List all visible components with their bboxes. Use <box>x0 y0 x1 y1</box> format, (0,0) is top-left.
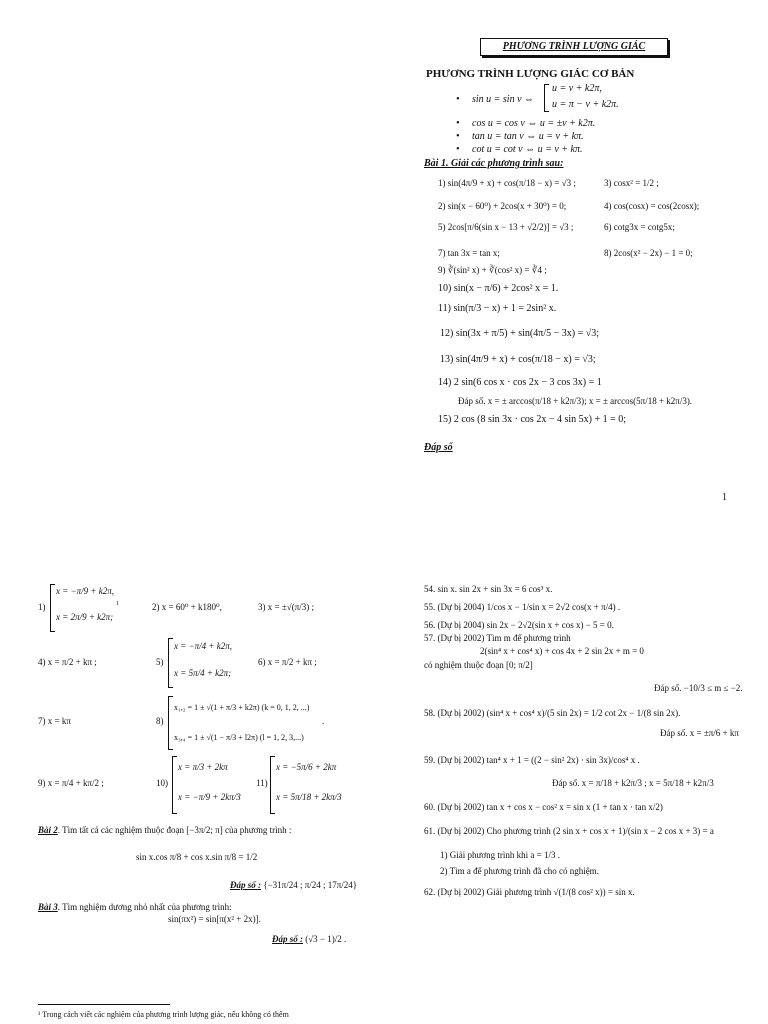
problem-56: 56. (Dự bị 2004) sin 2x − 2√2(sin x + cos x) − 5 = 0. <box>424 620 614 630</box>
problem-8: 8) 2cos(x² − 2x) − 1 = 0; <box>604 248 693 258</box>
bai2-answer-label: Đáp số : <box>230 880 261 890</box>
problem-61: 61. (Dự bị 2002) Cho phương trình (2 sin x + cos x + 1)/(sin x − 2 cos x + 3) = a <box>424 826 714 836</box>
bai1-heading-text: Bài 1. Giải các phương trình sau: <box>424 158 564 169</box>
answer-1-case1: x = −π/9 + k2π, <box>56 586 114 596</box>
answer-4: 4) x = π/2 + kπ ; <box>38 657 97 667</box>
page-number: 1 <box>722 492 727 503</box>
answer-5-brace <box>168 638 173 688</box>
problem-60: 60. (Dự bị 2002) tan x + cos x − cos² x = sin x (1 + tan x · tan x/2) <box>424 802 663 812</box>
answer-10-brace <box>172 756 177 814</box>
formula-tan: • tan u = tan v ⇔ u = v + kπ. <box>472 131 584 142</box>
problem-57-equation: 2(sin⁴ x + cos⁴ x) + cos 4x + 2 sin 2x + m = 0 <box>480 646 644 656</box>
footnote-mark: 1 <box>116 601 119 607</box>
problem-7: 7) tan 3x = tan x; <box>438 248 500 258</box>
bai3-equation: sin(πx²) = sin[π(x² + 2x)]. <box>168 914 261 924</box>
problem-3: 3) cosx² = 1/2 ; <box>604 178 659 188</box>
problem-57-condition: có nghiệm thuộc đoạn [0; π/2] <box>424 660 533 670</box>
answer-2: 2) x = 60⁰ + k180⁰, <box>152 602 222 612</box>
problem-2: 2) sin(x − 60⁰) + 2cos(x + 30⁰) = 0; <box>438 201 567 211</box>
answer-6: 6) x = π/2 + kπ ; <box>258 657 317 667</box>
answer-8-brace <box>168 696 173 750</box>
answer-1-brace <box>50 584 55 632</box>
chapter-header-box: PHƯƠNG TRÌNH LƯỢNG GIÁC <box>480 38 668 56</box>
answer-5-case2: x = 5π/4 + k2π; <box>174 668 232 678</box>
bai2-label: Bài 2 <box>38 825 58 835</box>
bai2-equation: sin x.cos π/8 + cos x.sin π/8 = 1/2 <box>136 852 258 862</box>
section-title: PHƯƠNG TRÌNH LƯỢNG GIÁC CƠ BẢN <box>426 68 635 80</box>
answer-3: 3) x = ±√(π/3) ; <box>258 602 314 612</box>
bai3-answer-value: (√3 − 1)/2 . <box>305 934 347 944</box>
answer-5-case1: x = −π/4 + k2π, <box>174 641 232 651</box>
problem-6: 6) cotg3x = cotg5x; <box>604 222 675 232</box>
problem-58: 58. (Dự bị 2002) (sin⁴ x + cos⁴ x)/(5 sin 2x) = 1/2 cot 2x − 1/(8 sin 2x). <box>424 708 681 718</box>
problem-14-answer: Đáp số. x = ± arccos(π/18 + k2π/3); x = ± arccos(5π/18 + k2π/3). <box>458 396 693 406</box>
answer-8-end: . <box>322 716 325 726</box>
answer-8-label: 8) <box>156 716 164 726</box>
answer-8-case1: x₁,₂ = 1 ± √(1 + π/3 + k2π) (k = 0, 1, 2, ...) <box>174 703 310 712</box>
answer-9: 9) x = π/4 + kπ/2 ; <box>38 778 104 788</box>
formula-sin-case1: u = v + k2π, <box>552 83 602 94</box>
problem-58-answer: Đáp số. x = ±π/6 + kπ <box>660 728 739 738</box>
problem-5: 5) 2cos[π/6(sin x − 13 + √2/2)] = √3 ; <box>438 222 574 232</box>
formula-sin-case2: u = π − v + k2π. <box>552 99 619 110</box>
answer-8-case2: x₃,₄ = 1 ± √(1 − π/3 + l2π) (l = 1, 2, 3,...) <box>174 733 304 742</box>
problem-57-answer: Đáp số. −10/3 ≤ m ≤ −2. <box>654 683 743 693</box>
problem-59: 59. (Dự bị 2002) tan⁴ x + 1 = ((2 − sin² 2x) · sin 3x)/cos⁴ x . <box>424 755 640 765</box>
bai2-statement <box>38 825 291 835</box>
formula-cos: • cos u = cos v ⇔ u = ±v + k2π. <box>472 118 595 129</box>
problem-13: 13) sin(4π/9 + x) + cos(π/18 − x) = √3; <box>440 354 596 365</box>
dap-so-heading: Đáp số <box>424 442 453 453</box>
problem-4: 4) cos(cosx) = cos(2cosx); <box>604 201 700 211</box>
problem-14: 14) 2 sin(6 cos x · cos 2x − 3 cos 3x) = 1 <box>438 377 602 388</box>
bai2-text: . Tìm tất cả các nghiệm thuộc đoạn [−3π/2; π] của phương trình : <box>57 825 292 835</box>
problem-1: 1) sin(4π/9 + x) + cos(π/18 − x) = √3 ; <box>438 178 576 188</box>
problem-15: 15) 2 cos (8 sin 3x · cos 2x − 4 sin 5x) + 1 = 0; <box>438 414 627 425</box>
answer-5-label: 5) <box>156 657 164 667</box>
footnote: ¹ Trong cách viết các nghiệm của phương trình lượng giác, nếu không có thêm <box>38 1010 289 1019</box>
formula-sin: • sin u = sin v ⇔ <box>472 94 534 105</box>
formula-cot: • cot u = cot v ⇔ u = v + kπ. <box>472 144 583 155</box>
bai2-answer-value: {−31π/24 ; π/24 ; 17π/24} <box>263 880 358 890</box>
problem-57: 57. (Dự bị 2002) Tìm m để phương trình <box>424 633 571 643</box>
problem-9: 9) ∛(sin² x) + ∛(cos² x) = ∛4 ; <box>438 265 547 275</box>
answer-7: 7) x = kπ <box>38 716 71 726</box>
bai2-answer <box>230 880 357 890</box>
bai3-answer-label: Đáp số : <box>272 934 303 944</box>
answer-10-case1: x = π/3 + 2kπ <box>178 762 228 772</box>
bai3-statement <box>38 902 232 912</box>
answer-1-label: 1) <box>38 602 46 612</box>
answer-11-label: 11) <box>256 778 268 788</box>
bai1-heading <box>424 158 563 169</box>
problem-10: 10) sin(x − π/6) + 2cos² x = 1. <box>438 283 559 294</box>
footnote-divider <box>38 1004 170 1005</box>
problem-12: 12) sin(3x + π/5) + sin(4π/5 − 3x) = √3; <box>440 328 599 339</box>
answer-10-case2: x = −π/9 + 2kπ/3 <box>178 792 241 802</box>
bai3-text: . Tìm nghiệm dương nhỏ nhất của phương trình: <box>57 902 232 912</box>
problem-62: 62. (Dự bị 2002) Giải phương trình √(1/(8 cos² x)) = sin x. <box>424 887 635 897</box>
bai3-answer <box>272 934 346 944</box>
answer-1-case2: x = 2π/9 + k2π; <box>56 612 114 622</box>
problem-61-part1: 1) Giải phương trình khi a = 1/3 . <box>440 850 560 860</box>
formula-sin-brace <box>544 84 549 112</box>
answer-11-case2: x = 5π/18 + 2kπ/3 <box>276 792 342 802</box>
problem-54: 54. sin x. sin 2x + sin 3x = 6 cos³ x. <box>424 584 553 594</box>
problem-59-answer: Đáp số. x = π/18 + k2π/3 ; x = 5π/18 + k2π/3 <box>552 778 714 788</box>
answer-10-label: 10) <box>156 778 168 788</box>
bai3-label: Bài 3 <box>38 902 58 912</box>
problem-11: 11) sin(π/3 − x) + 1 = 2sin² x. <box>438 303 557 314</box>
answer-11-brace <box>270 756 275 814</box>
answer-11-case1: x = −5π/6 + 2kπ <box>276 762 337 772</box>
problem-61-part2: 2) Tìm a để phương trình đã cho có nghiệm. <box>440 866 599 876</box>
problem-55: 55. (Dự bị 2004) 1/cos x − 1/sin x = 2√2 cos(x + π/4) . <box>424 602 621 612</box>
